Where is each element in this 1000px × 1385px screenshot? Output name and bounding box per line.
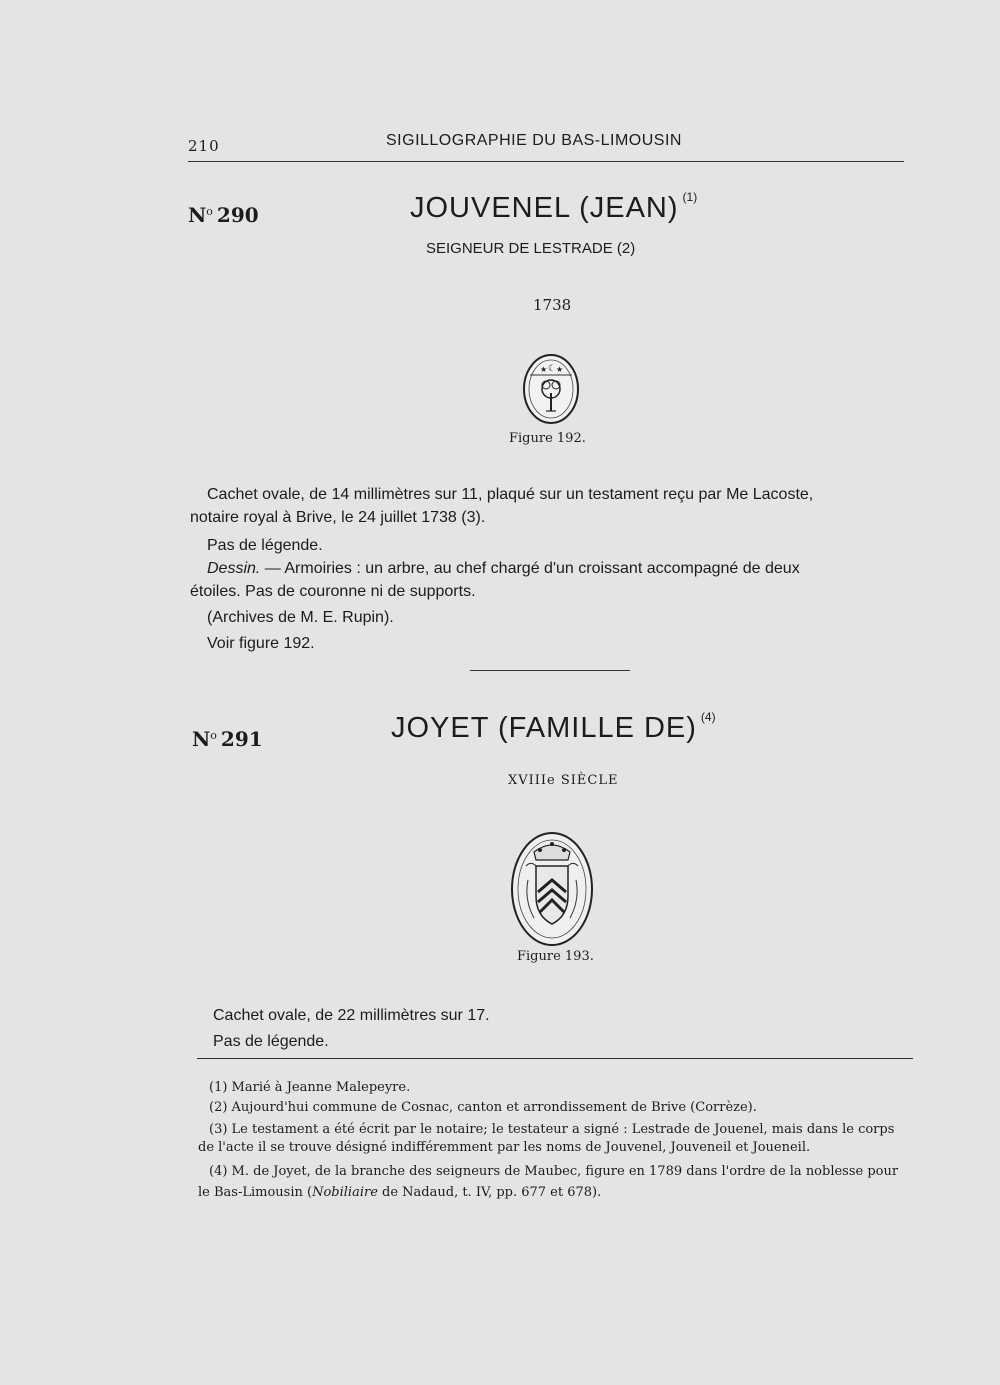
- footnote-4: (4) M. de Joyet, de la branche des seigneurs de Maubec, figure en 1789 dans l'ordre de la noblesse pour: [209, 1164, 899, 1179]
- paragraph-line: notaire royal à Brive, le 24 juillet 1738 (3).: [190, 509, 486, 526]
- entry-date-290: 1738: [533, 296, 572, 314]
- paragraph-line: Pas de légende.: [213, 1033, 329, 1050]
- dessin-label: Dessin. —: [207, 560, 281, 577]
- paragraph-line: Cachet ovale, de 22 millimètres sur 17.: [213, 1007, 490, 1024]
- paragraph-line: étoiles. Pas de couronne ni de supports.: [190, 583, 476, 600]
- footnote-3-cont: de l'acte il se trouve désigné indifféremment par les noms de Jouvenel, Jouveneil et Joueneil.: [198, 1140, 811, 1155]
- seal-figure-192: [522, 353, 580, 425]
- paragraph-line: Pas de légende.: [207, 537, 323, 554]
- svg-text:★: ★: [556, 365, 564, 374]
- header-rule: [188, 161, 904, 162]
- entry-title-291: JOYET (FAMILLE DE) $^{(4)}$: [391, 710, 716, 744]
- footnote-3: (3) Le testament a été écrit par le notaire; le testateur a signé : Lestrade de Jouenel, mais dans le corps: [209, 1122, 895, 1137]
- entry-subtitle-290: SEIGNEUR DE LESTRADE (2): [426, 240, 636, 257]
- figure-caption-192: Figure 192.: [509, 431, 586, 446]
- entry-number-290: $N^o$ 290: [188, 203, 259, 227]
- nobiliaire-title: Nobiliaire: [312, 1185, 378, 1200]
- entry-title-290: JOUVENEL (JEAN) $^{(1)}$: [410, 190, 698, 224]
- paragraph-line: Voir figure 192.: [207, 635, 315, 652]
- entry-subtitle-291: XVIIIe SIÈCLE: [508, 773, 619, 788]
- paragraph-line: Cachet ovale, de 14 millimètres sur 11, plaqué sur un testament reçu par Me Lacoste,: [207, 486, 814, 503]
- footnote-1: (1) Marié à Jeanne Malepeyre.: [209, 1080, 411, 1095]
- paragraph-line: Dessin. — Armoiries : un arbre, au chef chargé d'un croissant accompagné de deux: [207, 560, 800, 577]
- footnote-2: (2) Aujourd'hui commune de Cosnac, canton et arrondissement de Brive (Corrèze).: [209, 1100, 757, 1115]
- svg-text:☾: ☾: [548, 364, 557, 374]
- footnote-rule: [197, 1058, 913, 1059]
- paragraph-line: (Archives de M. E. Rupin).: [207, 609, 394, 626]
- page-number: 210: [188, 137, 220, 155]
- svg-text:★: ★: [540, 365, 548, 374]
- entry-number-291: $N^o$ 291: [192, 727, 263, 751]
- section-divider: [470, 670, 630, 671]
- running-title: SIGILLOGRAPHIE DU BAS-LIMOUSIN: [386, 132, 682, 149]
- figure-caption-193: Figure 193.: [517, 949, 594, 964]
- footnote-4-cont: le Bas-Limousin (Nobiliaire de Nadaud, t. IV, pp. 677 et 678).: [198, 1185, 602, 1200]
- seal-figure-193: [510, 830, 594, 948]
